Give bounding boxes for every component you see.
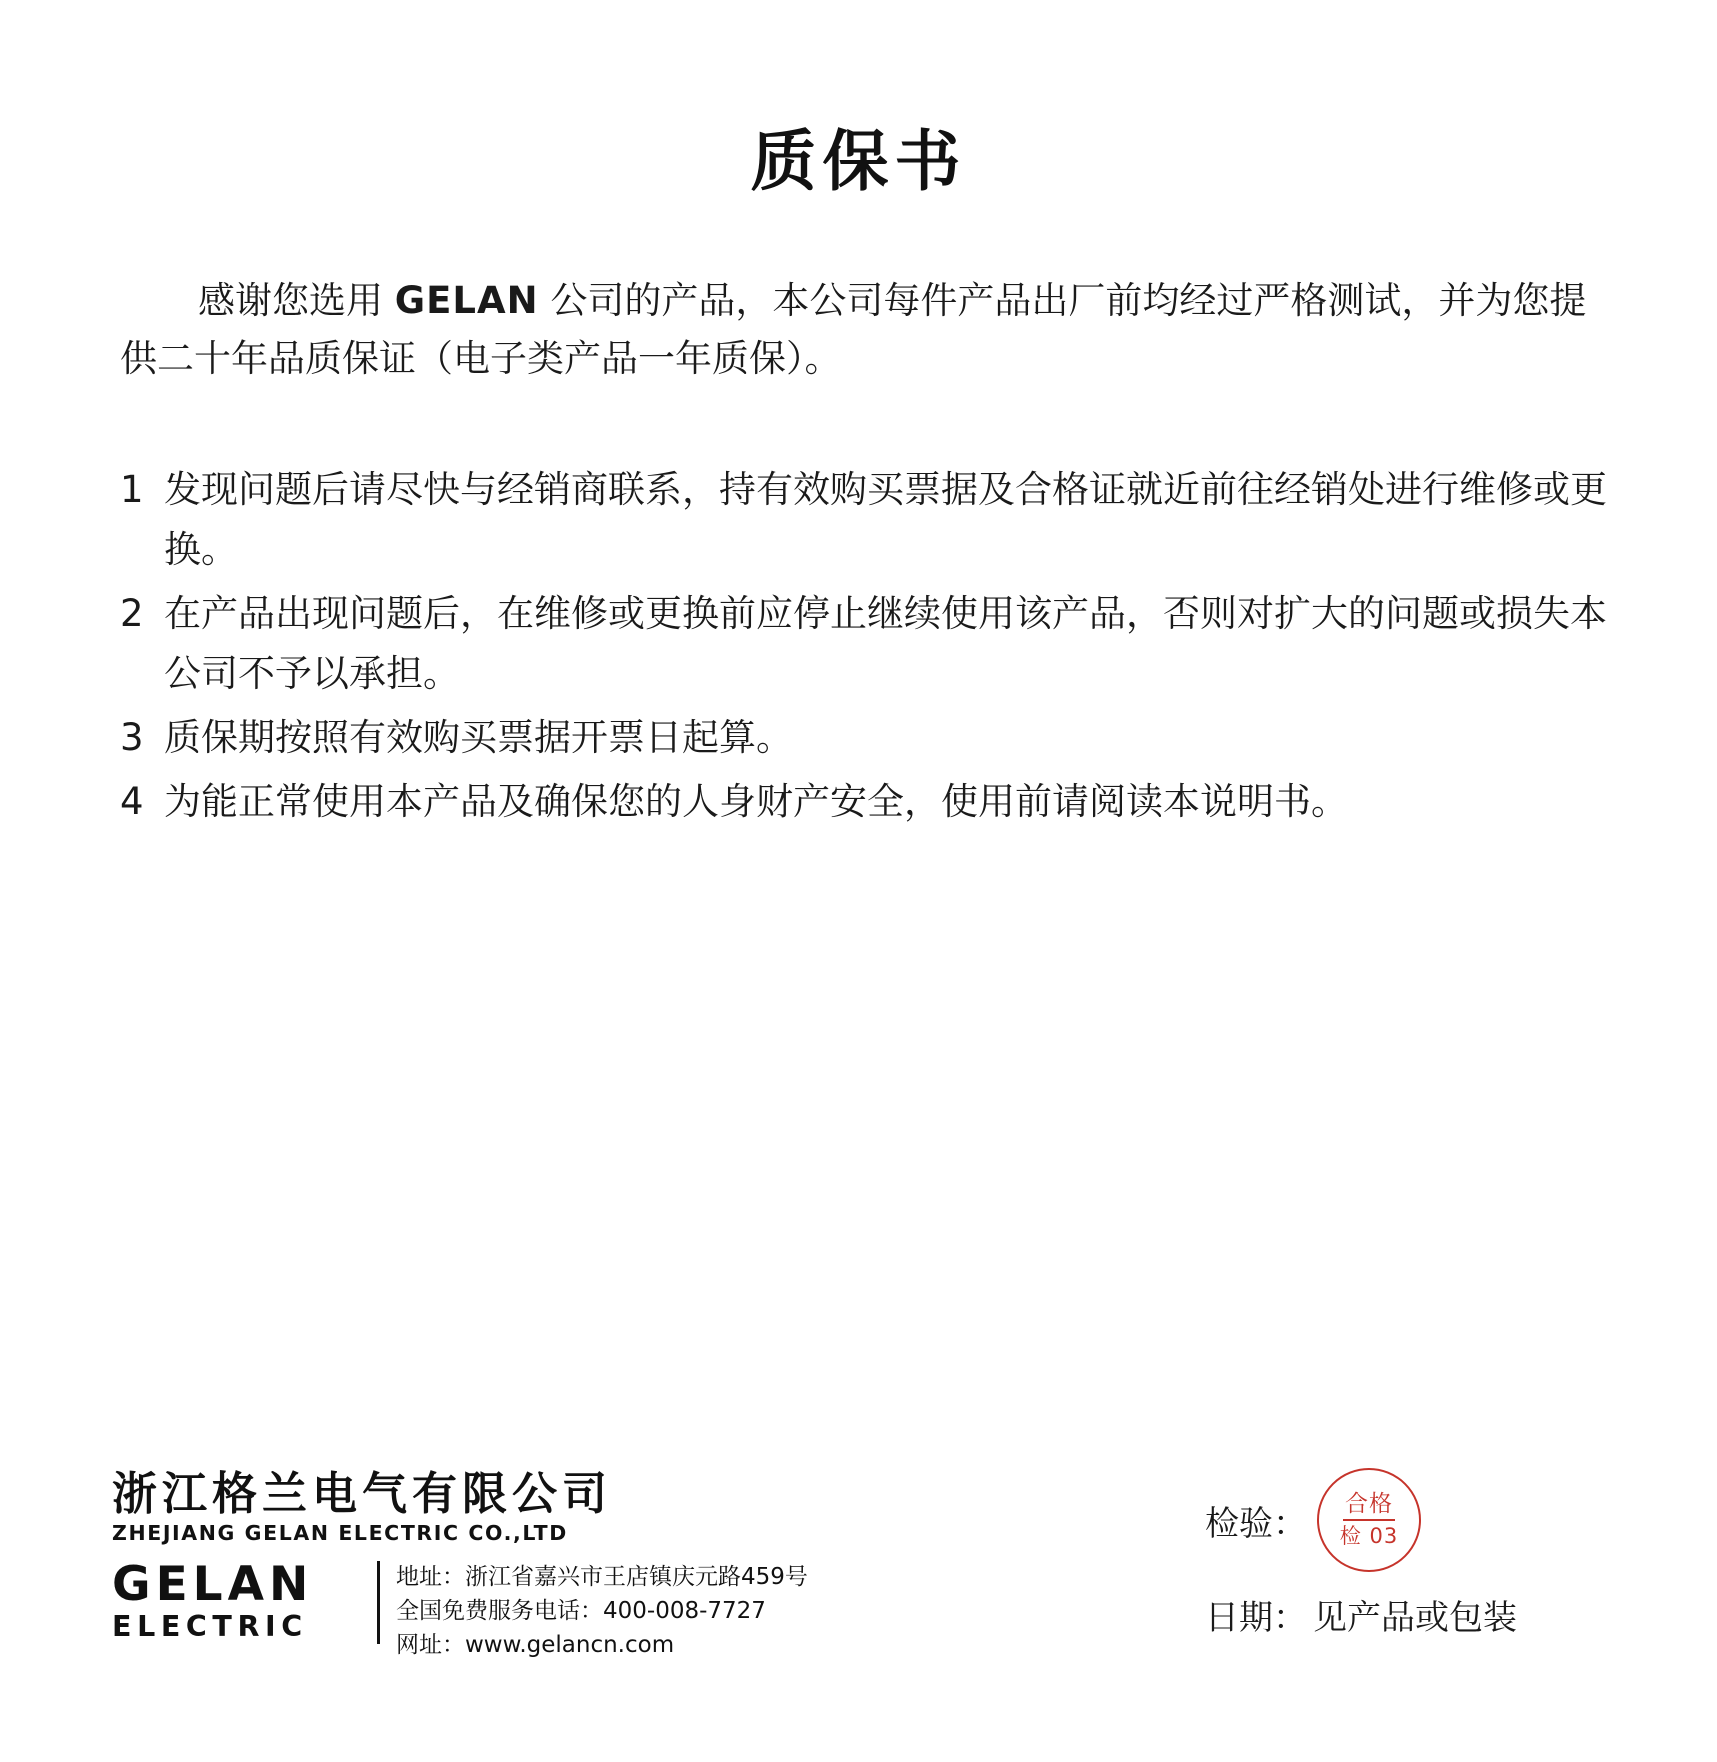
qualified-stamp-icon bbox=[1317, 1468, 1421, 1572]
inspection-block bbox=[1205, 1482, 1645, 1652]
stamp-bottom-text: 检 03 bbox=[1339, 1524, 1399, 1549]
stamp-top-text: 合格 bbox=[1343, 1492, 1395, 1521]
clause-item bbox=[120, 772, 1620, 832]
clause-text: 质保期按照有效购买票据开票日起算。 bbox=[164, 715, 793, 759]
page-title: 质保书 bbox=[750, 123, 967, 200]
intro-paragraph bbox=[120, 272, 1610, 389]
logo-and-contact bbox=[112, 1557, 892, 1662]
intro-text-part1: 感谢您选用 bbox=[198, 279, 395, 322]
clause-number: 2 bbox=[120, 591, 144, 635]
gelan-logo bbox=[112, 1557, 380, 1644]
contact-hotline: 全国免费服务电话：400-008-7727 bbox=[396, 1598, 766, 1625]
clause-text: 在产品出现问题后，在维修或更换前应停止继续使用该产品，否则对扩大的问题或损失本公司不予以承担。 bbox=[164, 591, 1607, 695]
clause-item bbox=[120, 584, 1620, 704]
inspection-label: 检验： bbox=[1205, 1503, 1307, 1544]
clause-text: 为能正常使用本产品及确保您的人身财产安全，使用前请阅读本说明书。 bbox=[164, 779, 1348, 823]
clause-text: 发现问题后请尽快与经销商联系，持有效购买票据及合格证就近前往经销处进行维修或更换。 bbox=[164, 468, 1607, 571]
company-name-en: ZHEJIANG GELAN ELECTRIC CO.,LTD bbox=[112, 1521, 568, 1546]
contact-info bbox=[380, 1561, 808, 1662]
inspection-row bbox=[1205, 1482, 1645, 1558]
intro-text-part2: 公司的产品，本公司每件产品出厂前均经过严格测试，并为您提供二十年品质保证（电子类产品一年质保）。 bbox=[120, 279, 1587, 381]
clause-item bbox=[120, 708, 1620, 768]
clause-item bbox=[120, 460, 1620, 580]
footer bbox=[0, 1467, 1717, 1720]
date-row bbox=[1205, 1576, 1645, 1652]
logo-primary-text: GELAN bbox=[112, 1557, 314, 1613]
clause-number: 3 bbox=[120, 715, 144, 759]
clause-number: 4 bbox=[120, 779, 144, 823]
company-identity bbox=[112, 1467, 892, 1663]
logo-secondary-text: ELECTRIC bbox=[112, 1610, 308, 1644]
date-value: 见产品或包装 bbox=[1313, 1597, 1517, 1638]
brand-name-inline: GELAN bbox=[394, 279, 539, 322]
clause-number: 1 bbox=[120, 468, 144, 511]
clause-list bbox=[120, 460, 1620, 836]
date-label: 日期： bbox=[1205, 1597, 1307, 1638]
contact-address: 地址：浙江省嘉兴市王店镇庆元路459号 bbox=[396, 1564, 808, 1591]
company-name-cn: 浙江格兰电气有限公司 bbox=[112, 1467, 613, 1520]
contact-website: 网址：www.gelancn.com bbox=[396, 1631, 675, 1658]
